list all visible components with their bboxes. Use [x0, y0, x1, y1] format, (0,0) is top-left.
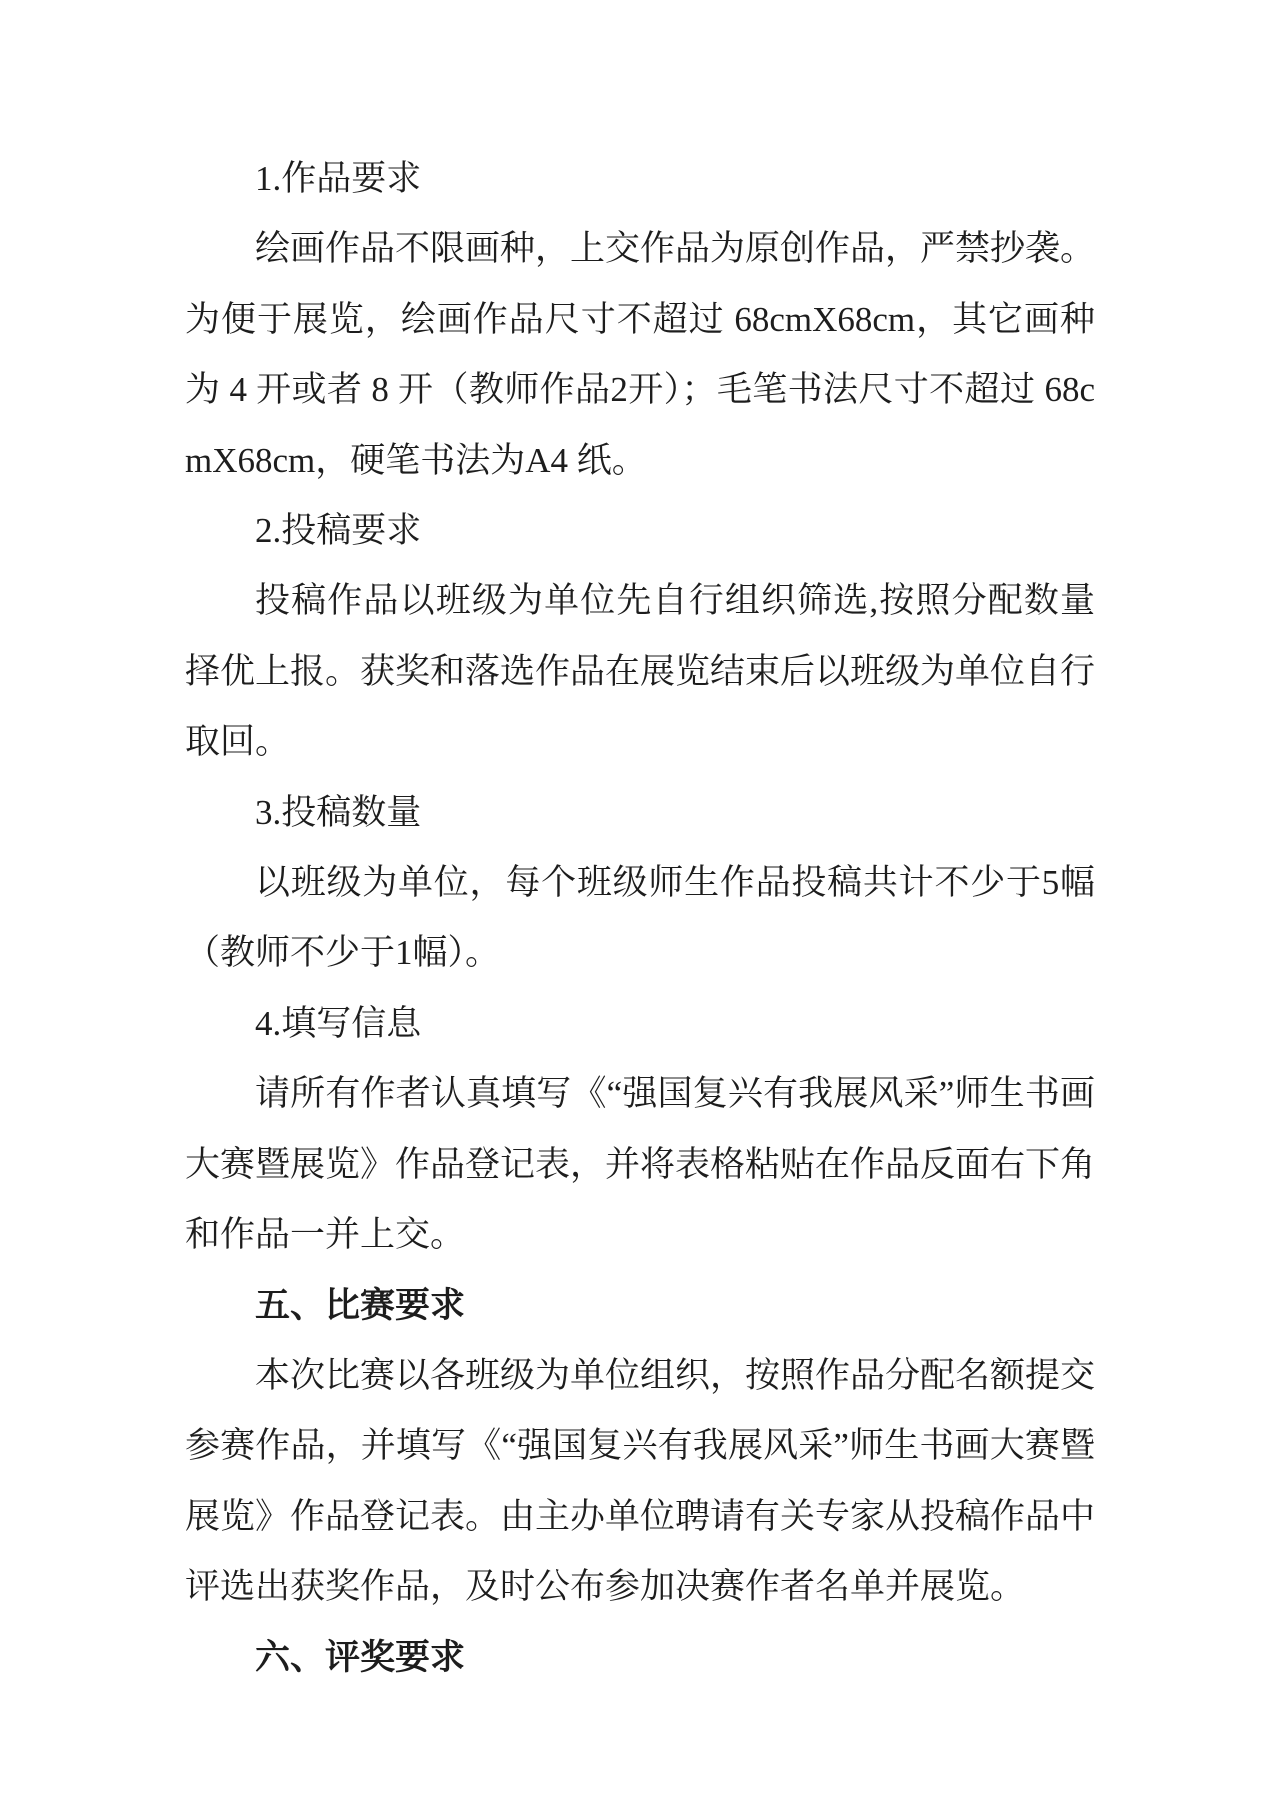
paragraph-work-requirements: 绘画作品不限画种，上交作品为原创作品，严禁抄袭。为便于展览，绘画作品尺寸不超过 68cmX68cm，其它画种为 4 开或者 8 开（教师作品2开）；毛笔书法尺寸不超过 68cmX68cm，硬笔书法为A4 纸。	[185, 229, 1096, 480]
paragraph-fill-information: 请所有作者认真填写《“强国复兴有我展风采”师生书画大赛暨展览》作品登记表，并将表格粘贴在作品反面右下角和作品一并上交。	[185, 1074, 1096, 1255]
paragraph-competition-requirements: 本次比赛以各班级为单位组织，按照作品分配名额提交参赛作品，并填写《“强国复兴有我展风采”师生书画大赛暨展览》作品登记表。由主办单位聘请有关专家从投稿作品中评选出获奖作品，及时公布参加决赛作者名单并展览。	[185, 1355, 1096, 1607]
paragraph-submission-requirements: 投稿作品以班级为单位先自行组织筛选,按照分配数量择优上报。获奖和落选作品在展览结束后以班级为单位自行取回。	[185, 581, 1096, 762]
subheading-fill-information: 4.填写信息	[255, 1003, 422, 1043]
subheading-work-requirements: 1.作品要求	[255, 159, 422, 198]
subheading-submission-requirements: 2.投稿要求	[255, 511, 422, 551]
paragraph-submission-quantity: 以班级为单位，每个班级师生作品投稿共计不少于5幅（教师不少于1幅）。	[185, 863, 1095, 973]
heading-competition-requirements: 五、比赛要求	[255, 1285, 466, 1325]
subheading-submission-quantity: 3.投稿数量	[255, 792, 422, 832]
heading-award-requirements: 六、评奖要求	[255, 1637, 466, 1677]
